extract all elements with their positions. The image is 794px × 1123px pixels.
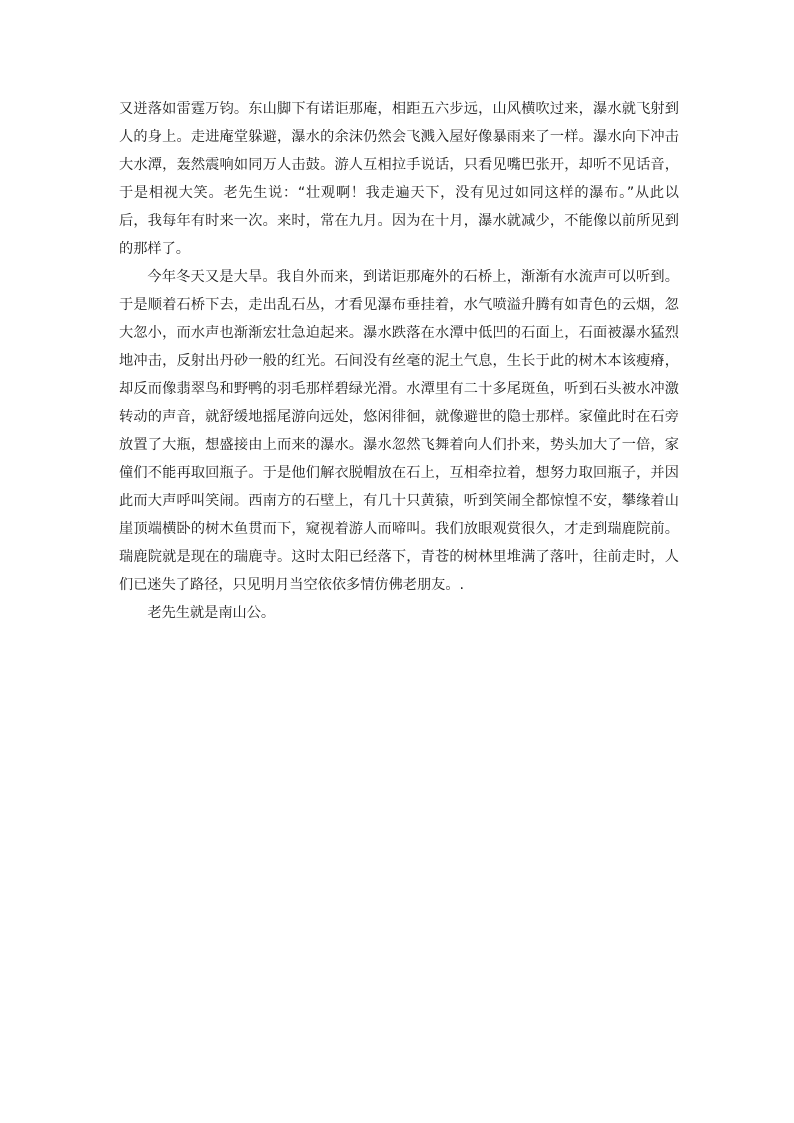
document-body [119, 95, 679, 627]
paragraph-winter-drought: 今年冬天又是大旱。我自外而来，到诺讵那庵外的石桥上，渐渐有水流声可以听到。于是顺着石桥下去，走出乱石丛，才看见瀑布垂挂着，水气喷溢升腾有如青色的云烟，忽大忽小，而水声也渐渐宏壮急迫起来。瀑水跌落在水潭中低凹的石面上，石面被瀑水猛烈地冲击，反射出丹砂一般的红光。石间没有丝毫的泥土气息，生长于此的树木本该瘦瘠，却反而像翡翠鸟和野鸭的羽毛那样碧绿光滑。水潭里有二十多尾斑鱼，听到石头被水冲激转动的声音，就舒缓地摇尾游向远处，悠闲徘徊，就像避世的隐士那样。家僮此时在石旁放置了大瓶，想盛接由上而来的瀑水。瀑水忽然飞舞着向人们扑来，势头加大了一倍，家僮们不能再取回瓶子。于是他们解衣脱帽放在石上，互相牵拉着，想努力取回瓶子，并因此而大声呼叫笑闹。西南方的石壁上，有几十只黄猿，听到笑闹全都惊惶不安，攀缘着山崖顶端横卧的树木鱼贯而下，窥视着游人而啼叫。我们放眼观赏很久，才走到瑞鹿院前。瑞鹿院就是现在的瑞鹿寺。这时太阳已经落下，青苍的树林里堆满了落叶，往前走时，人们已迷失了路径，只见明月当空依依多情仿佛老朋友。. [119, 269, 679, 593]
paragraph-continuation: 又迸落如雷霆万钧。东山脚下有诺讵那庵，相距五六步远，山风横吹过来，瀑水就飞射到人的身上。走进庵堂躲避，瀑水的余沫仍然会飞溅入屋好像暴雨来了一样。瀑水向下冲击大水潭，轰然震响如同万人击鼓。游人互相拉手说话，只看见嘴巴张开，却听不见话音，于是相视大笑。老先生说：“壮观啊！我走遍天下，没有见过如同这样的瀑布。”从此以后，我每年有时来一次。来时，常在九月。因为在十月，瀑水就减少，不能像以前所见到的那样了。 [119, 101, 679, 257]
paragraph-closing-note: 老先生就是南山公。 [147, 605, 276, 621]
